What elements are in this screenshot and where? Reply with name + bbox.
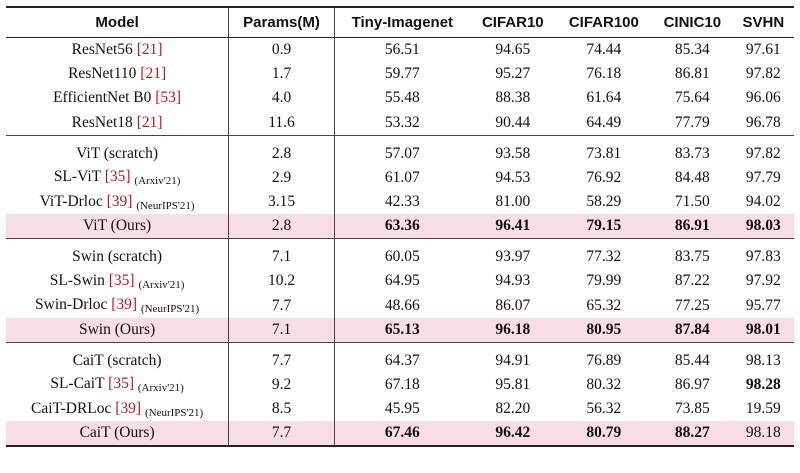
table-row [6,62,794,86]
cifar100-cell: 80.79 [556,421,652,446]
cifar100-cell: 58.29 [586,193,622,211]
tiny-imagenet-cell: 61.07 [384,168,420,186]
cifar10-cell: 94.93 [495,272,531,290]
model-cell [6,294,229,318]
params-cell: 9.2 [229,373,335,397]
citation-ref[interactable]: [21] [136,41,163,59]
model-cell [6,342,229,373]
params-cell: 2.8 [229,214,335,239]
table-row [6,135,794,166]
cifar10-cell: 90.44 [495,113,531,131]
tiny-imagenet-cell: 57.07 [334,135,470,166]
cinic10-cell: 85.34 [674,41,710,59]
header-params: Params(M) [229,7,335,38]
venue-label: (Arxiv'21) [138,278,185,291]
table-row [6,294,794,318]
venue-label: (Arxiv'21) [134,175,181,188]
model-cell [6,190,229,214]
cifar100-cell: 65.32 [586,296,622,314]
svhn-cell: 98.03 [733,214,794,239]
citation-ref[interactable]: [35] [108,375,134,393]
model-name: Swin (scratch) [72,248,163,266]
svhn-cell: 96.06 [745,89,781,107]
svhn-cell: 97.61 [745,41,781,59]
params-cell: 7.7 [229,421,335,446]
svhn-cell: 19.59 [745,400,781,418]
table-row [6,373,794,397]
params-cell: 11.6 [229,111,335,136]
cifar10-cell: 86.07 [495,296,531,314]
tiny-imagenet-cell: 56.51 [384,41,420,59]
cifar10-cell: 96.18 [470,318,556,343]
citation-ref[interactable]: [39] [115,399,142,417]
cifar100-cell: 80.32 [586,375,622,393]
venue-label: (NeurIPS'21) [144,406,204,419]
tiny-imagenet-cell: 63.36 [334,214,470,239]
venue-label: (Arxiv'21) [137,382,184,395]
model-cell [6,397,229,421]
params-cell: 2.8 [229,135,335,166]
cinic10-cell: 83.75 [652,239,733,270]
cifar10-cell: 96.42 [470,421,556,446]
results-table [6,6,794,447]
params-cell: 7.7 [229,342,335,373]
model-name: ResNet18 [71,113,133,131]
citation-ref[interactable]: [39] [106,192,133,210]
params-cell: 3.15 [229,190,335,214]
cinic10-cell: 73.85 [674,400,710,418]
params-cell: 0.9 [229,38,335,63]
cinic10-cell: 85.44 [652,342,733,373]
cifar10-cell: 94.91 [470,342,556,373]
cifar10-cell: 95.27 [495,65,531,83]
cifar10-cell: 81.00 [495,193,531,211]
table-row [6,190,794,214]
table-row [6,269,794,293]
cinic10-cell: 88.27 [652,421,733,446]
svhn-cell: 97.82 [745,65,781,83]
cifar100-cell: 80.95 [556,318,652,343]
table-row [6,397,794,421]
cifar100-cell: 77.32 [556,239,652,270]
table-row [6,38,794,63]
params-cell: 4.0 [229,86,335,110]
venue-label: (NeurIPS'21) [136,199,195,212]
header-row [6,7,794,38]
model-name: SL-Swin [49,271,105,289]
model-cell [6,135,229,166]
citation-ref[interactable]: [53] [155,89,182,107]
params-cell: 7.1 [229,318,335,343]
tiny-imagenet-cell: 55.48 [384,89,420,107]
table-row [6,111,794,136]
tiny-imagenet-cell: 48.66 [384,296,420,314]
model-name: CaiT (Ours) [79,424,155,442]
table-row [6,86,794,110]
tiny-imagenet-cell: 64.37 [334,342,470,373]
header-svhn: SVHN [733,7,794,38]
svhn-cell: 94.02 [745,193,781,211]
model-name: ViT-Drloc [39,192,103,210]
tiny-imagenet-cell: 67.46 [334,421,470,446]
cifar100-cell: 76.92 [586,168,622,186]
tiny-imagenet-cell: 65.13 [334,318,470,343]
cifar100-cell: 79.99 [586,272,622,290]
cinic10-cell: 77.79 [674,113,710,131]
model-name: ResNet110 [68,65,137,83]
cifar100-cell: 56.32 [586,400,622,418]
svhn-cell: 95.77 [745,296,781,314]
svhn-cell: 98.18 [733,421,794,446]
tiny-imagenet-cell: 42.33 [384,193,420,211]
model-cell [6,62,229,86]
model-name: EfficientNet B0 [53,89,152,107]
model-cell [6,269,229,293]
header-model: Model [6,7,229,38]
tiny-imagenet-cell: 60.05 [334,239,470,270]
params-cell: 7.7 [229,294,335,318]
cifar10-cell: 82.20 [495,400,531,418]
cifar100-cell: 64.49 [586,113,622,131]
cifar100-cell: 76.18 [586,65,622,83]
citation-ref[interactable]: [21] [136,113,163,131]
model-cell [6,214,229,239]
tiny-imagenet-cell: 45.95 [384,400,420,418]
model-cell [6,111,229,136]
model-name: CaiT (scratch) [72,351,162,369]
table-row [6,421,794,446]
svhn-cell: 98.28 [745,375,781,393]
table-row [6,239,794,270]
svhn-cell: 98.13 [733,342,794,373]
table-row [6,318,794,343]
cifar100-cell: 79.15 [556,214,652,239]
cinic10-cell: 87.84 [652,318,733,343]
table-row [6,214,794,239]
header-cifar10: CIFAR10 [470,7,556,38]
cinic10-cell: 71.50 [674,193,710,211]
cifar100-cell: 73.81 [556,135,652,166]
svhn-cell: 98.01 [733,318,794,343]
table-row [6,342,794,373]
tiny-imagenet-cell: 53.32 [384,113,420,131]
cifar100-cell: 76.89 [556,342,652,373]
model-cell [6,86,229,110]
model-cell [6,373,229,397]
model-cell [6,166,229,190]
model-name: SL-ViT [53,168,101,186]
cinic10-cell: 83.73 [652,135,733,166]
params-cell: 1.7 [229,62,335,86]
model-cell [6,318,229,343]
cinic10-cell: 86.91 [652,214,733,239]
svhn-cell: 97.79 [745,168,781,186]
header-cifar100: CIFAR100 [556,7,652,38]
model-name: CaiT-DRLoc [31,399,112,417]
model-name: ViT (Ours) [83,217,152,235]
model-name: ResNet56 [71,41,133,59]
cinic10-cell: 77.25 [674,296,710,314]
params-cell: 7.1 [229,239,335,270]
citation-ref[interactable]: [39] [111,296,138,314]
cinic10-cell: 86.81 [674,65,710,83]
svhn-cell: 96.78 [745,113,781,131]
params-cell: 8.5 [229,397,335,421]
params-cell: 10.2 [229,269,335,293]
model-cell [6,421,229,446]
model-name: Swin (Ours) [78,320,156,338]
cinic10-cell: 75.64 [674,89,710,107]
tiny-imagenet-cell: 64.95 [384,272,420,290]
svhn-cell: 97.82 [733,135,794,166]
header-cinic10: CINIC10 [652,7,733,38]
model-cell [6,38,229,63]
cinic10-cell: 86.97 [674,375,710,393]
cinic10-cell: 87.22 [674,272,710,290]
table-row [6,166,794,190]
cifar10-cell: 96.41 [470,214,556,239]
table-body [6,38,794,447]
citation-ref[interactable]: [35] [108,271,135,289]
header-tiny-imagenet: Tiny-Imagenet [334,7,470,38]
model-name: SL-CaiT [50,375,105,393]
cifar10-cell: 93.97 [470,239,556,270]
svhn-cell: 97.83 [733,239,794,270]
model-cell [6,239,229,270]
cifar10-cell: 88.38 [495,89,531,107]
cinic10-cell: 84.48 [674,168,710,186]
cifar100-cell: 61.64 [586,89,622,107]
params-cell: 2.9 [229,166,335,190]
venue-label: (NeurIPS'21) [140,303,200,316]
cifar10-cell: 94.65 [495,41,531,59]
svhn-cell: 97.92 [745,272,781,290]
citation-ref[interactable]: [35] [104,168,131,186]
cifar10-cell: 94.53 [495,168,531,186]
model-name: ViT (scratch) [76,144,159,162]
cifar10-cell: 95.81 [495,375,531,393]
model-name: Swin-Drloc [35,296,108,314]
tiny-imagenet-cell: 67.18 [384,375,420,393]
cifar100-cell: 74.44 [586,41,622,59]
citation-ref[interactable]: [21] [140,65,167,83]
cifar10-cell: 93.58 [470,135,556,166]
tiny-imagenet-cell: 59.77 [384,65,420,83]
